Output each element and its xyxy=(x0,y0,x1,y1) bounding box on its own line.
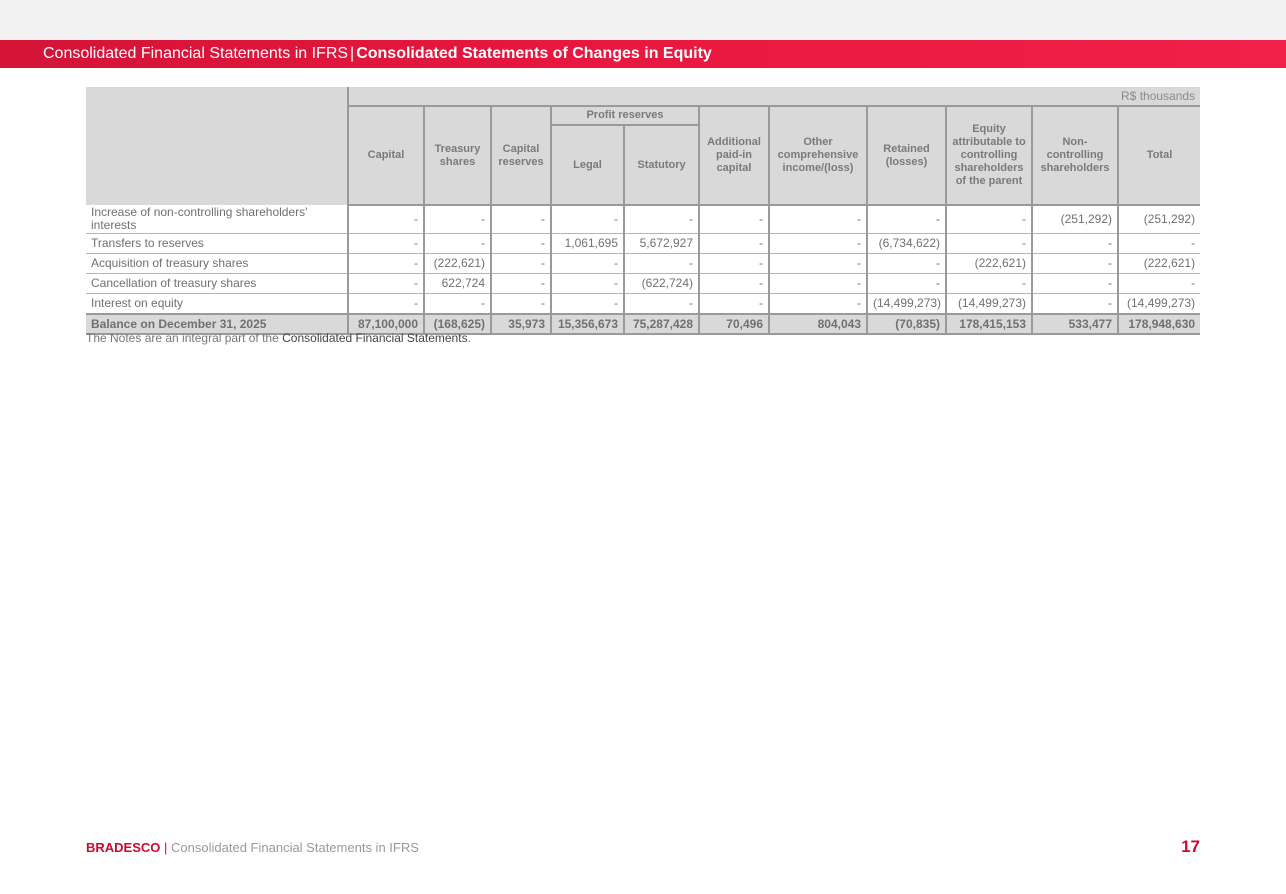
table-cell: - xyxy=(699,205,769,234)
footer-brand: BRADESCO xyxy=(86,840,161,855)
col-legal: Legal xyxy=(551,125,624,205)
row-label: Cancellation of treasury shares xyxy=(86,274,348,294)
row-label: Acquisition of treasury shares xyxy=(86,254,348,274)
table-cell: - xyxy=(491,234,551,254)
table-cell: 87,100,000 xyxy=(348,314,424,334)
table-cell: - xyxy=(624,205,699,234)
table-cell: 70,496 xyxy=(699,314,769,334)
table-cell: - xyxy=(946,205,1032,234)
table-cell: - xyxy=(946,274,1032,294)
table-cell: - xyxy=(424,294,491,315)
table-cell: - xyxy=(1032,274,1118,294)
table-cell: (222,621) xyxy=(946,254,1032,274)
table-cell: (70,835) xyxy=(867,314,946,334)
table-cell: 15,356,673 xyxy=(551,314,624,334)
table-row xyxy=(86,234,1200,254)
table-cell: - xyxy=(348,274,424,294)
table-cell: 35,973 xyxy=(491,314,551,334)
table-cell: (222,621) xyxy=(424,254,491,274)
table-row xyxy=(86,274,1200,294)
table-cell: - xyxy=(867,254,946,274)
col-oci: Other comprehensive income/(loss) xyxy=(769,106,867,205)
header-separator: | xyxy=(350,45,355,62)
table-cell: - xyxy=(551,254,624,274)
table-row xyxy=(86,294,1200,315)
note-prefix: The Notes are an integral part of the xyxy=(86,331,283,345)
page-title: Consolidated Statements of Changes in Equity xyxy=(356,45,712,62)
table-cell: - xyxy=(769,254,867,274)
table-cell: - xyxy=(699,294,769,315)
table-cell: - xyxy=(699,274,769,294)
table-row xyxy=(86,205,1200,234)
col-statutory: Statutory xyxy=(624,125,699,205)
table-cell: (168,625) xyxy=(424,314,491,334)
col-capital-reserves: Capital reserves xyxy=(491,106,551,205)
table-cell: - xyxy=(348,234,424,254)
table-cell: 804,043 xyxy=(769,314,867,334)
table-cell: - xyxy=(424,234,491,254)
table-cell: - xyxy=(867,205,946,234)
table-cell: (14,499,273) xyxy=(867,294,946,315)
table-cell: - xyxy=(699,254,769,274)
table-cell: - xyxy=(769,234,867,254)
table-cell: (14,499,273) xyxy=(1118,294,1200,315)
table-cell: - xyxy=(551,294,624,315)
table-cell: - xyxy=(491,205,551,234)
table-cell: - xyxy=(551,274,624,294)
col-group-profit-reserves: Profit reserves xyxy=(551,106,699,125)
table-cell: - xyxy=(551,205,624,234)
col-total: Total xyxy=(1118,106,1200,205)
row-label: Transfers to reserves xyxy=(86,234,348,254)
col-additional-paid-in: Additional paid-in capital xyxy=(699,106,769,205)
table-cell: 622,724 xyxy=(424,274,491,294)
table-cell: - xyxy=(1032,234,1118,254)
row-label: Balance on December 31, 2025 xyxy=(86,314,348,334)
table-cell: - xyxy=(491,254,551,274)
row-label: Increase of non-controlling shareholders' interests xyxy=(86,205,348,234)
table-cell: - xyxy=(769,294,867,315)
table-row xyxy=(86,254,1200,274)
table-cell: - xyxy=(348,254,424,274)
table-cell: (222,621) xyxy=(1118,254,1200,274)
table-cell: - xyxy=(1032,254,1118,274)
header-banner xyxy=(0,40,1286,68)
equity-table xyxy=(86,87,1200,335)
table-cell: - xyxy=(1118,234,1200,254)
table-cell: (251,292) xyxy=(1118,205,1200,234)
footer xyxy=(86,840,419,855)
footer-text: Consolidated Financial Statements in IFRS xyxy=(171,840,419,855)
header-section: Consolidated Financial Statements in IFRS xyxy=(43,45,349,62)
table-cell: - xyxy=(491,274,551,294)
table-cell: - xyxy=(624,294,699,315)
table-cell: 75,287,428 xyxy=(624,314,699,334)
notes-disclaimer xyxy=(86,331,471,345)
top-strip xyxy=(0,0,1286,40)
col-non-controlling: Non-controlling shareholders xyxy=(1032,106,1118,205)
header-corner xyxy=(86,87,348,205)
note-link: Consolidated Financial Statements xyxy=(282,331,468,345)
table-cell: (6,734,622) xyxy=(867,234,946,254)
table-cell: 1,061,695 xyxy=(551,234,624,254)
table-cell: - xyxy=(699,234,769,254)
table-cell: - xyxy=(491,294,551,315)
table-cell: (622,724) xyxy=(624,274,699,294)
table-cell: - xyxy=(348,294,424,315)
table-cell: - xyxy=(1118,274,1200,294)
col-treasury-shares: Treasury shares xyxy=(424,106,491,205)
col-retained: Retained (losses) xyxy=(867,106,946,205)
table-cell: 178,415,153 xyxy=(946,314,1032,334)
table-cell: - xyxy=(946,234,1032,254)
table-cell: - xyxy=(769,274,867,294)
table-cell: (251,292) xyxy=(1032,205,1118,234)
col-equity-parent: Equity attributable to controlling shareholders of the parent xyxy=(946,106,1032,205)
table-cell: - xyxy=(424,205,491,234)
row-label: Interest on equity xyxy=(86,294,348,315)
col-capital: Capital xyxy=(348,106,424,205)
table-cell: 178,948,630 xyxy=(1118,314,1200,334)
table-cell: 533,477 xyxy=(1032,314,1118,334)
footer-separator: | xyxy=(164,840,168,855)
table-cell: - xyxy=(867,274,946,294)
table-cell: - xyxy=(1032,294,1118,315)
table-cell: 5,672,927 xyxy=(624,234,699,254)
unit-label: R$ thousands xyxy=(348,87,1200,106)
note-suffix: . xyxy=(467,331,471,345)
table-cell: (14,499,273) xyxy=(946,294,1032,315)
page-number: 17 xyxy=(1181,837,1200,856)
table-cell: - xyxy=(348,205,424,234)
table-cell: - xyxy=(624,254,699,274)
table-cell: - xyxy=(769,205,867,234)
